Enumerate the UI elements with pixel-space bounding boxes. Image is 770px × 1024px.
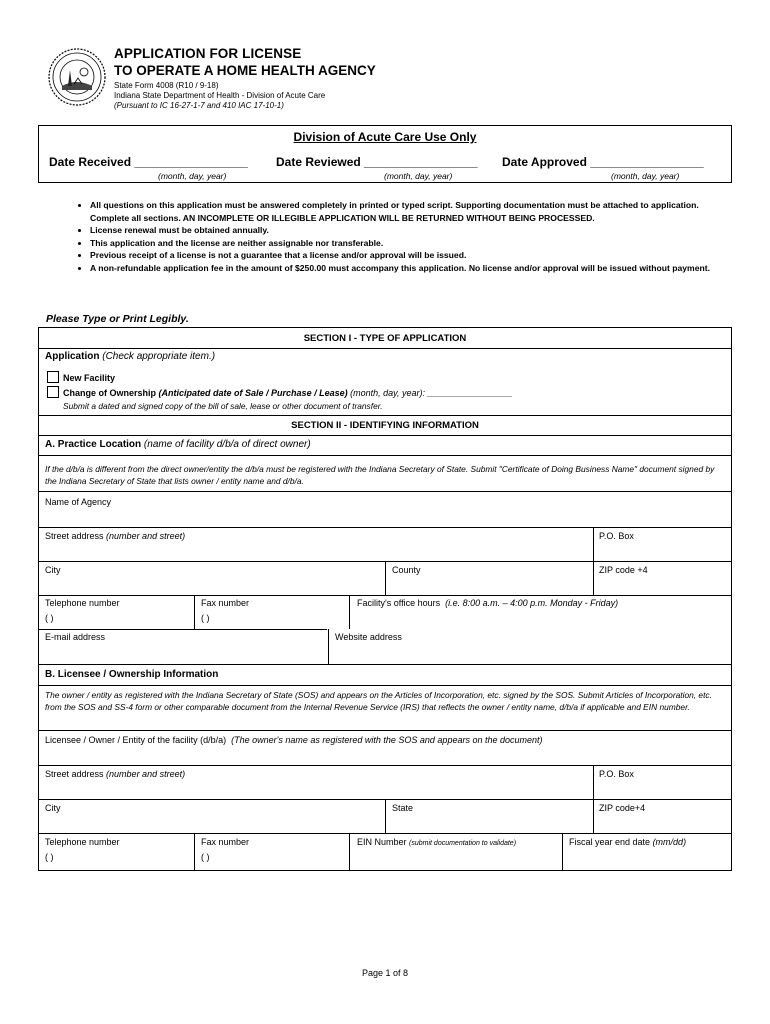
form-number: State Form 4008 (R10 / 9-18): [114, 81, 219, 90]
change-ownership-label: Change of Ownership (Anticipated date of Sale / Purchase / Lease) (month, day, year): _________________: [63, 388, 513, 398]
office-hours-field[interactable]: Facility's office hours (i.e. 8:00 a.m. – 4:00 p.m. Monday - Friday): [357, 598, 619, 608]
instruction-item: • Previous receipt of a license is not a guarantee that a license and/or approval will be issued.: [90, 249, 730, 262]
date-received-field[interactable]: Date Received _________________: [49, 155, 248, 169]
page-number: Page 1 of 8: [361, 968, 409, 978]
licensee-state-field[interactable]: State: [392, 803, 414, 813]
office-use-box: [38, 125, 732, 183]
form-title-line2: TO OPERATE A HOME HEALTH AGENCY: [114, 63, 376, 78]
telephone-field[interactable]: Telephone number: [45, 598, 120, 608]
change-ownership-checkbox[interactable]: [47, 386, 59, 398]
city-field[interactable]: City: [45, 565, 61, 575]
fax-field[interactable]: Fax number: [201, 598, 250, 608]
licensee-street-field[interactable]: Street address (number and street): [45, 769, 186, 779]
licensee-heading: B. Licensee / Ownership Information: [45, 669, 219, 680]
practice-location-heading: A. Practice Location (name of facility d/b/a of direct owner): [45, 439, 311, 450]
date-approved-hint: (month, day, year): [611, 171, 680, 181]
instruction-item: • License renewal must be obtained annually.: [90, 224, 730, 237]
telephone-parens: ( ): [45, 613, 54, 623]
print-legibly-note: Please Type or Print Legibly.: [46, 313, 189, 325]
licensee-name-field[interactable]: Licensee / Owner / Entity of the facility (d/b/a) (The owner's name as registered with the SOS and appears on the document): [45, 735, 543, 745]
zip-code-field[interactable]: ZIP code +4: [599, 565, 648, 575]
office-use-title: Division of Acute Care Use Only: [293, 130, 477, 144]
department-name: Indiana State Department of Health - Division of Acute Care: [114, 91, 326, 100]
licensee-note: The owner / entity as registered with the Indiana Secretary of State (SOS) and appears on the Articles of Incorporation, etc. signed by the SOS. Submit Articles of Incorporation, etc. from the SOS and SS-4 form or other comparable document from the Internal Revenue Service (IRS) that reflects the owner / entity name, d/b/a if applicable and EIN number.: [45, 690, 712, 712]
application-form: [38, 327, 732, 871]
date-received-hint: (month, day, year): [158, 171, 227, 181]
email-field[interactable]: E-mail address: [45, 632, 106, 642]
agency-name-field[interactable]: Name of Agency: [45, 497, 112, 507]
instructions-list: [68, 199, 730, 274]
county-field[interactable]: County: [392, 565, 421, 575]
ein-field[interactable]: EIN Number (submit documentation to validate): [357, 837, 517, 847]
date-reviewed-hint: (month, day, year): [384, 171, 453, 181]
po-box-field[interactable]: P.O. Box: [599, 531, 634, 541]
date-approved-field[interactable]: Date Approved _________________: [502, 155, 704, 169]
form-title: APPLICATION FOR LICENSE: [114, 46, 302, 61]
licensee-fax-parens: ( ): [201, 852, 210, 862]
licensee-telephone-parens: ( ): [45, 852, 54, 862]
licensee-fax-field[interactable]: Fax number: [201, 837, 250, 847]
new-facility-label: New Facility: [63, 373, 116, 383]
authority-citation: (Pursuant to IC 16-27-1-7 and 410 IAC 17-10-1): [114, 101, 284, 110]
instruction-item: • All questions on this application must be answered completely in printed or typed script. Supporting documentation must be attached to application. Complete all sections. AN INCOMPLETE OR ILLEGIBLE APPLICATION WILL BE RETURNED WITHOUT BEING PROCESSED.: [90, 199, 730, 224]
date-reviewed-field[interactable]: Date Reviewed _________________: [276, 155, 478, 169]
instruction-item: • A non-refundable application fee in the amount of $250.00 must accompany this application. No license and/or approval will be issued without payment.: [90, 262, 730, 275]
licensee-city-field[interactable]: City: [45, 803, 61, 813]
website-field[interactable]: Website address: [335, 632, 402, 642]
section2-title: SECTION II - IDENTIFYING INFORMATION: [291, 420, 479, 431]
dba-registration-note: If the d/b/a is different from the direct owner/entity the d/b/a must be registered with the Indiana Secretary of State. Submit "Certificate of Doing Business Name" document signed by the Indiana Secretary of State that lists owner / entity name and d/b/a.: [45, 464, 715, 486]
instruction-item: • This application and the license are neither assignable nor transferable.: [90, 237, 730, 250]
indiana-state-seal: [48, 48, 106, 106]
section1-title: SECTION I - TYPE OF APPLICATION: [303, 333, 467, 344]
application-type-label: Application (Check appropriate item.): [45, 351, 216, 362]
licensee-zip-field[interactable]: ZIP code+4: [599, 803, 646, 813]
licensee-telephone-field[interactable]: Telephone number: [45, 837, 120, 847]
new-facility-checkbox[interactable]: [47, 371, 59, 383]
licensee-po-box-field[interactable]: P.O. Box: [599, 769, 634, 779]
fiscal-year-end-field[interactable]: Fiscal year end date (mm/dd): [569, 837, 687, 847]
fax-parens: ( ): [201, 613, 210, 623]
change-ownership-note: Submit a dated and signed copy of the bill of sale, lease or other document of transfer.: [63, 401, 383, 411]
street-address-field[interactable]: Street address (number and street): [45, 531, 186, 541]
